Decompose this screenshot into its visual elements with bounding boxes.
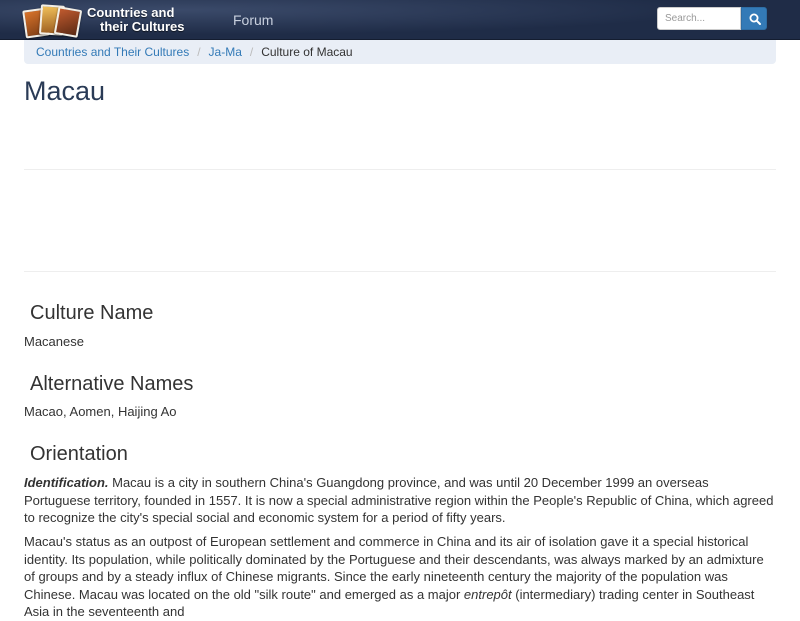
search-input[interactable]	[657, 7, 741, 30]
nav-forum-link[interactable]: Forum	[233, 12, 274, 28]
search-icon	[749, 13, 761, 25]
breadcrumb-separator: /	[249, 45, 254, 59]
orientation-heading: Orientation	[30, 443, 128, 465]
culture-name-text: Macanese	[24, 334, 84, 349]
breadcrumb-separator: /	[197, 45, 201, 59]
status-text-2: (intermediary) trading center in Southeast Asia in the seventeenth and	[24, 586, 755, 619]
identification-text: Macau is a city in southern China's Guangdong province, and was until 20 December 1999 an overseas Portuguese territory, founded in 1557. It is now a special administrative region within the People's Republic of China, which agreed to recognize the city's special social and economic system for a period of fifty years.	[24, 475, 774, 525]
ad-divider-top	[24, 169, 776, 170]
logo-line-1: Countries and	[87, 5, 175, 20]
page-title: Macau	[24, 76, 106, 106]
identification-label: Identification.	[24, 475, 109, 490]
breadcrumb	[24, 40, 776, 64]
logo-line-2: their Cultures	[100, 19, 185, 34]
logo-text	[86, 6, 185, 34]
status-paragraph	[24, 533, 776, 621]
breadcrumb-link-countries[interactable]: Countries and Their Cultures	[36, 45, 190, 59]
alternative-names-text: Macao, Aomen, Haijing Ao	[24, 404, 177, 419]
breadcrumb-current: Culture of Macau	[261, 45, 353, 59]
status-text-1: Macau's status as an outpost of European settlement and commerce in China and its air of isolation gave it a special historical identity. Its population, while politically dominated by the Portuguese and their descendants, was always marked by an admixture of groups and by a steady influx of Chinese migrants. Since the early nineteenth century the majority of the population was Chinese. Macau was located on the old "silk route" and emerged as a major	[24, 534, 764, 602]
identification-paragraph	[24, 474, 776, 527]
search-button[interactable]	[741, 7, 767, 30]
logo-image	[22, 3, 84, 39]
breadcrumb-link-ja-ma[interactable]: Ja-Ma	[208, 45, 242, 59]
navbar	[0, 0, 800, 40]
entrepot-term: entrepôt	[463, 586, 512, 602]
site-logo[interactable]	[22, 3, 222, 39]
alternative-names-heading: Alternative Names	[30, 373, 194, 395]
culture-name-heading: Culture Name	[30, 302, 154, 324]
ad-divider-bottom	[24, 271, 776, 272]
logo-photo-3	[54, 6, 82, 38]
